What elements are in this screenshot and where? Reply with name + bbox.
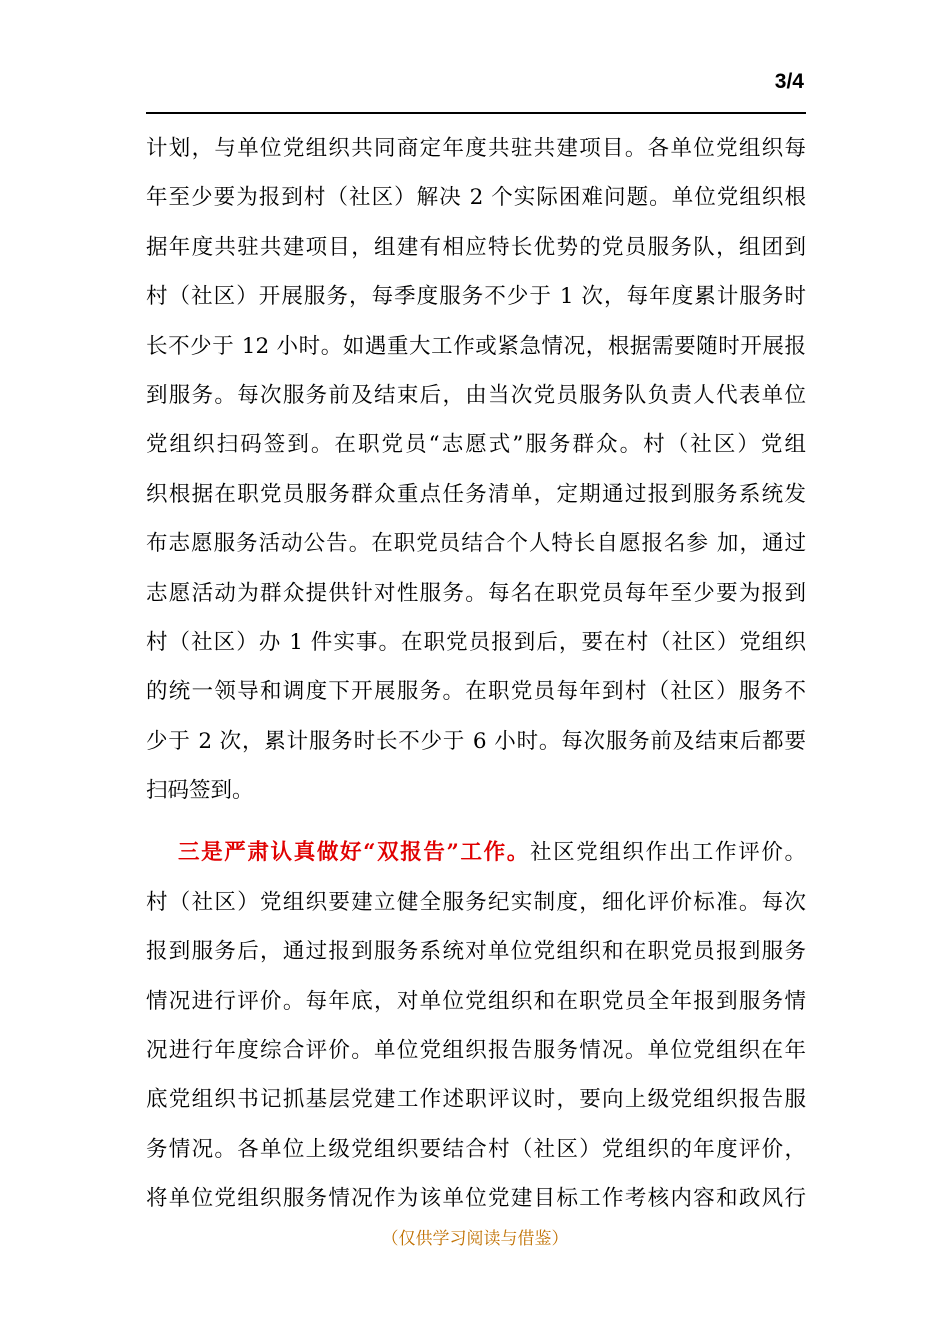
footer-note: （仅供学习阅读与借鉴） xyxy=(381,1229,569,1249)
text-line: 党组织扫码签到。在职党员“志愿式”服务群众。村（社区）党组 xyxy=(146,432,806,458)
text-line: 情况进行评价。每年底，对单位党组织和在职党员全年报到服务情 xyxy=(146,988,806,1014)
text-line: 年至少要为报到村（社区）解决 2 个实际困难问题。单位党组织根 xyxy=(146,185,806,211)
text-line: 扫码签到。 xyxy=(146,778,254,804)
text-line: 少于 2 次，累计服务时长不少于 6 小时。每次服务前及结束后都要 xyxy=(146,728,806,754)
section-heading: 三是严肃认真做好“双报告”工作。 xyxy=(178,840,530,866)
text-line: 报到服务后，通过报到服务系统对单位党组织和在职党员报到服务 xyxy=(146,939,806,965)
paragraph-gap xyxy=(146,815,806,828)
paragraph-2 xyxy=(146,828,806,1223)
text-line: 到服务。每次服务前及结束后，由当次党员服务队负责人代表单位 xyxy=(146,382,806,408)
text-line: 布志愿服务活动公告。在职党员结合个人特长自愿报名参 加，通过 xyxy=(146,531,806,557)
text-line: 计划，与单位党组织共同商定年度共驻共建项目。各单位党组织每 xyxy=(146,136,806,161)
text-line: 据年度共驻共建项目，组建有相应特长优势的党员服务队，组团到 xyxy=(146,234,806,260)
paragraph-2-first-line xyxy=(146,828,806,877)
heading-line-text: 社区党组织作出工作评价。 xyxy=(529,840,806,866)
page-number: 3/4 xyxy=(774,70,804,93)
paragraph-1 xyxy=(146,124,806,815)
document-body xyxy=(146,124,806,1224)
text-line: 的统一领导和调度下开展服务。在职党员每年到村（社区）服务不 xyxy=(146,679,806,705)
text-line: 村（社区）办 1 件实事。在职党员报到后，要在村（社区）党组织 xyxy=(146,629,806,655)
text-line: 志愿活动为群众提供针对性服务。每名在职党员每年至少要为报到 xyxy=(146,580,806,606)
text-line: 村（社区）开展服务，每季度服务不少于 1 次，每年度累计服务时 xyxy=(146,284,806,310)
text-line: 长不少于 12 小时。如遇重大工作或紧急情况，根据需要随时开展报 xyxy=(146,333,806,359)
text-line: 织根据在职党员服务群众重点任务清单，定期通过报到服务系统发 xyxy=(146,481,806,507)
text-line: 况进行年度综合评价。单位党组织报告服务情况。单位党组织在年 xyxy=(146,1038,806,1064)
text-line: 村（社区）党组织要建立健全服务纪实制度，细化评价标准。每次 xyxy=(146,889,806,915)
text-line: 将单位党组织服务情况作为该单位党建目标工作考核内容和政风行 xyxy=(146,1186,806,1212)
header-divider xyxy=(146,112,806,114)
text-line: 务情况。各单位上级党组织要结合村（社区）党组织的年度评价， xyxy=(146,1136,806,1162)
text-line: 底党组织书记抓基层党建工作述职评议时，要向上级党组织报告服 xyxy=(146,1087,806,1113)
